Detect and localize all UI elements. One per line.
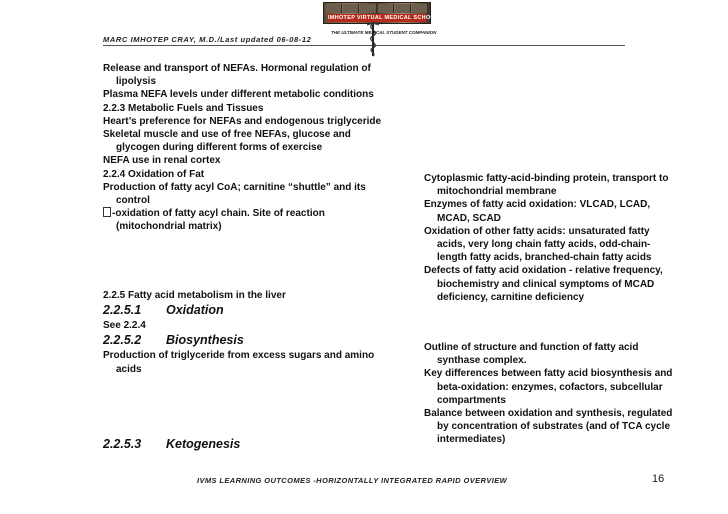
outcome-line: synthase complex. xyxy=(437,355,527,367)
outcome-line: acids, very long chain fatty acids, odd-chain- xyxy=(437,239,651,251)
outcome-line: Heart’s preference for NEFAs and endogenous triglyceride xyxy=(103,115,382,127)
outcome-line: deficiency, carnitine deficiency xyxy=(437,291,585,303)
missing-glyph-icon xyxy=(103,207,111,217)
footer-text: IVMS LEARNING OUTCOMES -HORIZONTALLY INTEGRATED RAPID OVERVIEW xyxy=(197,476,508,485)
outcome-line: Balance between oxidation and synthesis, regulated xyxy=(424,408,673,420)
outcome-line: control xyxy=(116,195,150,207)
outcome-line: Production of fatty acyl CoA; carnitine “shuttle” and its xyxy=(103,181,366,193)
heading-2252 xyxy=(103,332,423,349)
outcome-line: intermediates) xyxy=(437,434,506,446)
outcome-line: Release and transport of NEFAs. Hormonal regulation of xyxy=(103,63,371,74)
heading-2253-title: Ketogenesis xyxy=(166,437,241,451)
heading-2252-number: 2.2.5.2 xyxy=(103,333,142,348)
logo-photo-strip xyxy=(326,4,428,13)
page-number: 16 xyxy=(652,473,665,485)
outcome-line: NEFA use in renal cortex xyxy=(103,155,221,167)
outcome-line: acids xyxy=(116,363,142,375)
heading-2252-title: Biosynthesis xyxy=(166,333,244,348)
heading-2253-number: 2.2.5.3 xyxy=(103,437,142,451)
outcome-line: beta-oxidation: enzymes, cofactors, subcellular xyxy=(437,381,663,393)
outcome-line: Enzymes of fatty acid oxidation: VLCAD, LCAD, xyxy=(424,199,651,211)
left-column xyxy=(103,62,403,234)
outcome-line: Plasma NEFA levels under different metabolic conditions xyxy=(103,89,374,101)
outcome-line: Key differences between fatty acid biosynthesis and xyxy=(424,368,673,380)
caduceus-icon xyxy=(323,22,437,56)
outcome-line: (mitochondrial matrix) xyxy=(116,221,222,233)
see-reference: See 2.2.4 xyxy=(103,320,146,332)
heading-2251-number: 2.2.5.1 xyxy=(103,303,142,318)
liver-section xyxy=(103,289,423,376)
section-heading-223: 2.2.3 Metabolic Fuels and Tissues xyxy=(103,102,264,114)
section-heading-225: 2.2.5 Fatty acid metabolism in the liver xyxy=(103,290,286,301)
logo-title: IMHOTEP VIRTUAL MEDICAL SCHOOL xyxy=(328,15,439,21)
outcome-line: length fatty acids, branched-chain fatty acids xyxy=(437,252,652,264)
heading-2253 xyxy=(103,436,240,453)
outcome-line: Production of triglyceride from excess sugars and amino xyxy=(103,350,375,362)
outcome-line: Outline of structure and function of fatty acid xyxy=(424,342,639,353)
beta-oxidation-text: -oxidation of fatty acyl chain. Site of reaction xyxy=(112,208,325,220)
heading-2251 xyxy=(103,302,423,319)
outcome-line: lipolysis xyxy=(116,76,157,88)
outcome-line: Defects of fatty acid oxidation - relative frequency, xyxy=(424,265,663,277)
outcome-line: Oxidation of other fatty acids: unsaturated fatty xyxy=(424,225,650,237)
heading-2251-title: Oxidation xyxy=(166,303,224,318)
right-column-oxidation xyxy=(424,172,684,304)
outcome-line: MCAD, SCAD xyxy=(437,212,501,224)
header-author: MARC IMHOTEP CRAY, M.D./Last updated 06-08-12 xyxy=(103,35,312,44)
outcome-line: Skeletal muscle and use of free NEFAs, glucose and xyxy=(103,129,351,141)
outcome-line: mitochondrial membrane xyxy=(437,186,557,198)
outcome-line: by concentration of substrates (and of TCA cycle xyxy=(437,421,671,433)
logo-subtitle: THE ULTIMATE MEDICAL STUDENT COMPANION xyxy=(331,30,437,35)
logo-banner xyxy=(323,2,439,24)
outcome-line-beta-oxidation xyxy=(103,207,403,220)
right-column-biosynthesis xyxy=(424,341,684,447)
outcome-line: Cytoplasmic fatty-acid-binding protein, transport to xyxy=(424,173,669,184)
school-logo xyxy=(323,2,439,56)
outcome-line: biochemistry and clinical symptoms of MCAD xyxy=(437,278,655,290)
section-heading-224: 2.2.4 Oxidation of Fat xyxy=(103,168,205,180)
outcome-line: compartments xyxy=(437,394,506,406)
outcome-line: glycogen during different forms of exercise xyxy=(116,142,323,154)
